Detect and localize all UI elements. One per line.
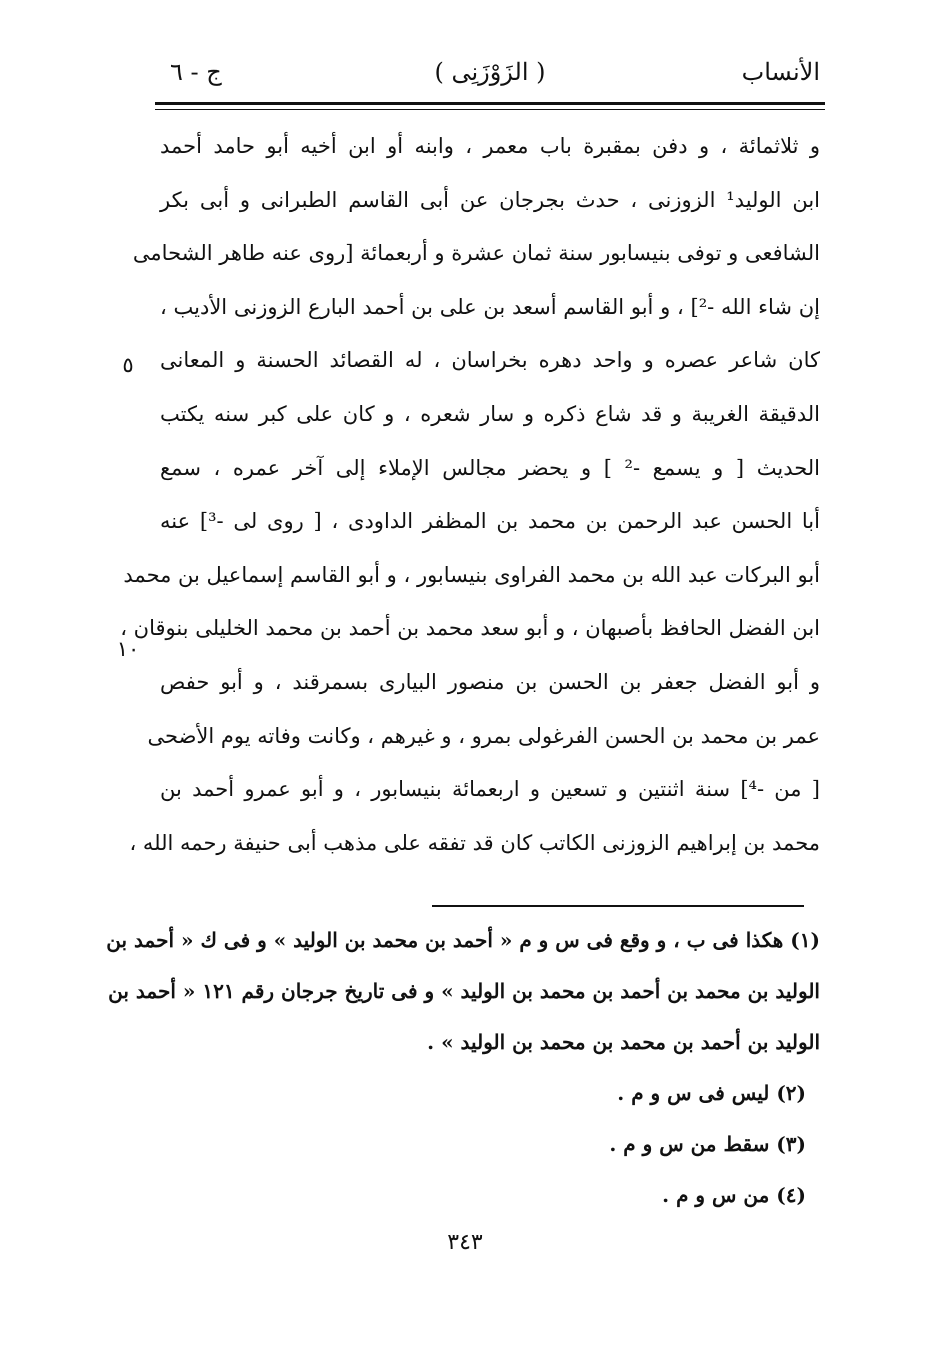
footnote-line: الوليد بن محمد بن أحمد بن محمد بن الوليد » و فى تاريخ جرجان رقم ١٢١ « أحمد بن — [108, 979, 820, 1003]
text-line: و ثلاثمائة ، و دفن بمقبرة باب معمر ، وابنه أو ابن أخيه أبو حامد أحمد — [160, 134, 820, 158]
header-volume: ج - ٦ — [170, 58, 222, 86]
text-line: أبو البركات عبد الله بن محمد الفراوى بنيسابور ، و أبو القاسم إسماعيل بن محمد — [123, 562, 820, 587]
line-number-10: ١٠ — [116, 637, 140, 661]
text-line: ابن الوليد¹ الزوزنى ، حدث بجرجان عن أبى القاسم الطبرانى و أبى بكر — [160, 187, 820, 212]
footnote-line: الوليد بن أحمد بن محمد بن محمد بن الوليد » . — [427, 1030, 820, 1054]
header-rule-thick — [155, 102, 825, 105]
text-line: عمر بن محمد بن الحسن الفرغولى بمرو ، و غيرهم ، وكانت وفاته يوم الأضحى — [147, 723, 820, 748]
text-line: كان شاعر عصره و واحد دهره بخراسان ، له القصائد الحسنة و المعانى — [160, 348, 820, 373]
footnote-line: (٢) ليس فى س و م . — [617, 1081, 806, 1105]
header-book-title: الأنساب — [741, 58, 820, 86]
line-number-5: ٥ — [122, 353, 134, 377]
footnote-line: (٣) سقط من س و م . — [609, 1132, 806, 1156]
footnote-line: (١) هكذا فى ب ، و وقع فى س و م « أحمد بن محمد بن الوليد » و فى ك « أحمد بن — [106, 928, 820, 952]
text-line: الدقيقة الغريبة و قد شاع ذكره و سار شعره ، و كان على كبر سنه يكتب — [160, 401, 820, 426]
text-line: و أبو الفضل جعفر بن الحسن بن منصور البيارى بسمرقند ، و أبو حفص — [160, 669, 820, 694]
text-line: أبا الحسن عبد الرحمن بن محمد بن المظفر الداودى ، [ روى لى -³] عنه — [160, 509, 820, 534]
header-entry-title: ( الزَوْزَنِى ) — [434, 58, 546, 86]
text-line: إن شاء الله -²] ، و أبو القاسم أسعد بن على بن أحمد البارع الزوزنى الأديب ، — [160, 294, 820, 319]
running-header — [160, 58, 820, 98]
text-line: ابن الفضل الحافظ بأصبهان ، و أبو سعد محمد بن أحمد بن محمد الخليلى بنوقان ، — [120, 616, 820, 641]
footnote-line: (٤) من س و م . — [662, 1183, 806, 1207]
footnotes — [106, 915, 820, 1221]
page-number: ٣٤٣ — [447, 1230, 483, 1255]
text-line: الحديث [ و يسمع -² ] و يحضر مجالس الإملاء إلى آخر عمره ، سمع — [160, 455, 821, 480]
text-line: الشافعى و توفى بنيسابور سنة ثمان عشرة و أربعمائة [روى عنه طاهر الشحامى — [132, 241, 820, 266]
text-line: [ من -⁴] سنة اثنتين و تسعين و اربعمائة بنيسابور ، و أبو عمرو أحمد بن — [160, 777, 821, 802]
text-line: محمد بن إبراهيم الزوزنى الكاتب كان قد تفقه على مذهب أبى حنيفة رحمه الله ، — [129, 830, 820, 855]
footnote-rule — [432, 905, 804, 907]
header-rule-thin — [155, 109, 825, 110]
